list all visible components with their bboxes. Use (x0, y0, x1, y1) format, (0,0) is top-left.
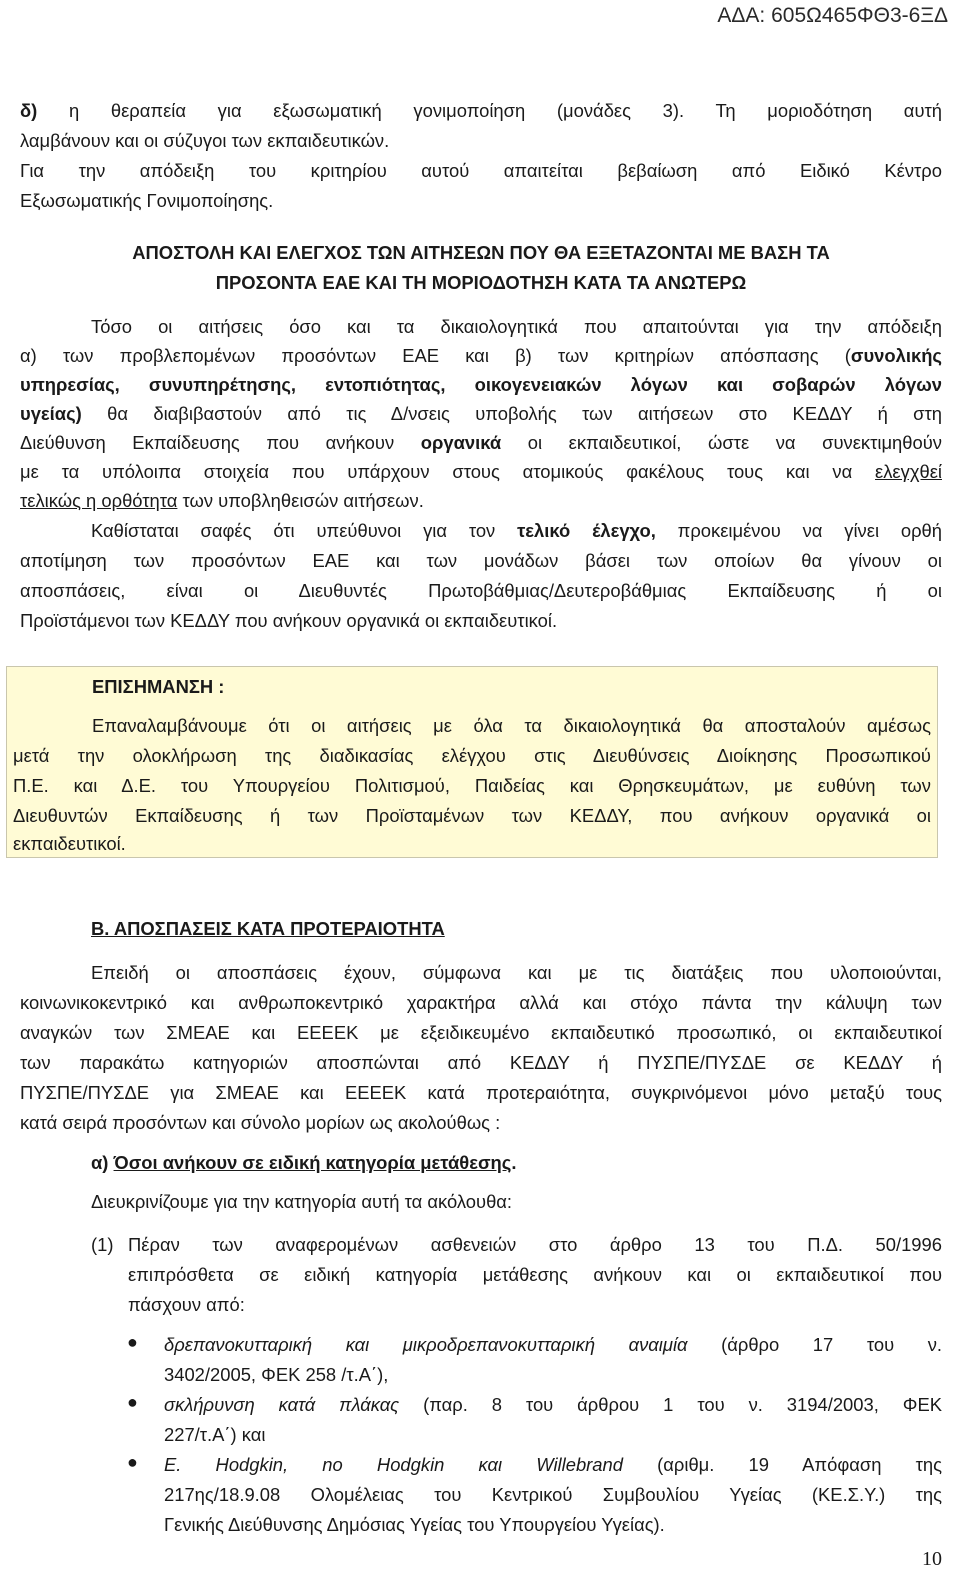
item-1-line-3: πάσχουν από: (128, 1294, 245, 1315)
intro-line-1 (20, 96, 942, 126)
bullet-icon: ● (127, 1392, 138, 1412)
section-heading-line-1: ΑΠΟΣΤΟΛΗ ΚΑΙ ΕΛΕΓΧΟΣ ΤΩΝ ΑΙΤΗΣΕΩΝ ΠΟΥ ΘΑ ΕΞΕΤΑΖΟΝΤΑΙ ΜΕ ΒΑΣΗ ΤΑ (132, 242, 830, 263)
para1-line-5: Διεύθυνση Εκπαίδευσης που ανήκουν οργανικά οι εκπαιδευτικοί, ώστε να συνεκτιμηθούν (20, 432, 942, 453)
intro-line-2: λαμβάνουν και οι σύζυγοι των εκπαιδευτικών. (20, 130, 390, 151)
item-label-d: δ) (20, 100, 38, 121)
section-b-line-1: Επειδή οι αποσπάσεις έχουν, σύμφωνα και με τις διατάξεις που υλοποιούνται, (91, 962, 942, 983)
para1-line-1: Τόσο οι αιτήσεις όσο και τα δικαιολογητικά που απαιτούνται για την απόδειξη (91, 316, 942, 337)
bullet-3-line-3: Γενικής Διεύθυνσης Δημόσιας Υγείας του Υπουργείου Υγείας). (164, 1514, 665, 1535)
section-b-line-3: αναγκών των ΣΜΕΑΕ και ΕΕΕΕΚ με εξειδικευμένο εκπαιδευτικό προσωπικό, οι εκπαιδευτικοί (20, 1022, 942, 1043)
notice-line-5: εκπαιδευτικοί. (13, 833, 126, 854)
intro-line-3: Για την απόδειξη του κριτηρίου αυτού απαιτείται βεβαίωση από Ειδικό Κέντρο (20, 160, 942, 181)
item-1-line-2: επιπρόσθετα σε ειδική κατηγορία μετάθεσης ανήκουν και οι εκπαιδευτικοί που (128, 1264, 942, 1285)
para2-line-1: Καθίσταται σαφές ότι υπεύθυνοι για τον τελικό έλεγχο, προκειμένου να γίνει ορθή (91, 520, 943, 541)
para2-line-4: Προϊστάμενοι των ΚΕΔΔΥ που ανήκουν οργανικά οι εκπαιδευτικοί. (20, 610, 558, 631)
notice-line-1: Επαναλαμβάνουμε ότι οι αιτήσεις με όλα τα δικαιολογητικά θα αποσταλούν αμέσως (92, 715, 931, 736)
para1-line-2: α) των προβλεπομένων προσόντων ΕΑΕ και β) των κριτηρίων απόσπασης (συνολικής (20, 345, 942, 366)
notice-line-4: Διευθυντών Εκπαίδευσης ή των Προϊσταμένων των ΚΕΔΔΥ, που ανήκουν οργανικά οι (13, 805, 931, 826)
section-b-title: Β. ΑΠΟΣΠΑΣΕΙΣ ΚΑΤΑ ΠΡΟΤΕΡΑΙΟΤΗΤΑ (91, 918, 445, 939)
para1-line-7: τελικώς η ορθότητα των υποβληθεισών αιτήσεων. (20, 490, 424, 511)
subsection-a-title: α) Όσοι ανήκουν σε ειδική κατηγορία μετάθεσης. (91, 1152, 517, 1173)
bullet-2-line-1: σκλήρυνση κατά πλάκας (παρ. 8 του άρθρου 1 του ν. 3194/2003, ΦΕΚ (164, 1394, 942, 1415)
bullet-icon: ● (127, 1332, 138, 1352)
bullet-3-line-2: 217ης/18.9.08 Ολομέλειας του Κεντρικού Συμβουλίου Υγείας (ΚΕ.Σ.Υ.) της (164, 1484, 942, 1505)
bullet-icon: ● (127, 1452, 138, 1472)
bullet-3-line-1: E. Hodgkin, no Hodgkin και Willebrand (αριθμ. 19 Απόφαση της (164, 1454, 942, 1475)
section-heading-line-2: ΠΡΟΣΟΝΤΑ ΕΑΕ ΚΑΙ ΤΗ ΜΟΡΙΟΔΟΤΗΣΗ ΚΑΤΑ ΤΑ ΑΝΩΤΕΡΩ (215, 272, 747, 293)
notice-box (6, 666, 938, 858)
page-number: 10 (922, 1548, 942, 1570)
intro-text: η θεραπεία για εξωσωματική γονιμοποίηση (μονάδες 3). Τη μοριοδότηση αυτή (37, 100, 942, 121)
intro-line-4: Εξωσωματικής Γονιμοποίησης. (20, 190, 274, 211)
section-b-line-4: των παρακάτω κατηγοριών αποσπώνται από ΚΕΔΔΥ ή ΠΥΣΠΕ/ΠΥΣΔΕ σε ΚΕΔΔΥ ή (20, 1052, 942, 1073)
item-1-line-1: Πέραν των αναφερομένων ασθενειών στο άρθρο 13 του Π.Δ. 50/1996 (128, 1234, 942, 1255)
section-b-line-2: κοινωνικοκεντρικό και ανθρωποκεντρικό χαρακτήρα αλλά και στόχο πάντα την κάλυψη των (20, 992, 942, 1013)
subsection-a-clarify: Διευκρινίζουμε για την κατηγορία αυτή τα ακόλουθα: (91, 1191, 513, 1212)
para1-line-4: υγείας) θα διαβιβαστούν από τις Δ/νσεις υποβολής των αιτήσεων στο ΚΕΔΔΥ ή στη (20, 403, 942, 424)
para1-line-6: με τα υπόλοιπα στοιχεία που υπάρχουν στους ατομικούς φακέλους τους και να ελεγχθεί (20, 461, 942, 482)
section-b-line-5: ΠΥΣΠΕ/ΠΥΣΔΕ για ΣΜΕΑΕ και ΕΕΕΕΚ κατά προτεραιότητα, συγκρινόμενοι μόνο μεταξύ τους (20, 1082, 942, 1103)
notice-line-2: μετά την ολοκλήρωση της διαδικασίας ελέγχου στις Διευθύνσεις Διοίκησης Προσωπικού (13, 745, 931, 766)
bullet-1-line-2: 3402/2005, ΦΕΚ 258 /τ.Α΄), (164, 1364, 389, 1385)
ada-code: ΑΔΑ: 605Ω465ΦΘ3-6ΞΔ (717, 4, 948, 27)
bullet-1-line-1: δρεπανοκυτταρική και μικροδρεπανοκυτταρική αναιμία (άρθρο 17 του ν. (164, 1334, 942, 1355)
notice-title: ΕΠΙΣΗΜΑΝΣΗ : (92, 676, 225, 697)
bullet-2-line-2: 227/τ.Α΄) και (164, 1424, 266, 1445)
section-b-line-6: κατά σειρά προσόντων και σύνολο μορίων ως ακολούθως : (20, 1112, 501, 1133)
para2-line-3: αποσπάσεις, είναι οι Διευθυντές Πρωτοβάθμιας/Δευτεροβάθμιας Εκπαίδευσης ή οι (20, 580, 942, 601)
notice-line-3: Π.Ε. και Δ.Ε. του Υπουργείου Πολιτισμού, Παιδείας και Θρησκευμάτων, με ευθύνη των (13, 775, 931, 796)
para1-line-3: υπηρεσίας, συνυπηρέτησης, εντοπιότητας, οικογενειακών λόγων και σοβαρών λόγων (20, 374, 942, 395)
para2-line-2: αποτίμηση των προσόντων ΕΑΕ και των μονάδων βάσει των οποίων θα γίνουν οι (20, 550, 942, 571)
item-1-number: (1) (91, 1234, 114, 1255)
